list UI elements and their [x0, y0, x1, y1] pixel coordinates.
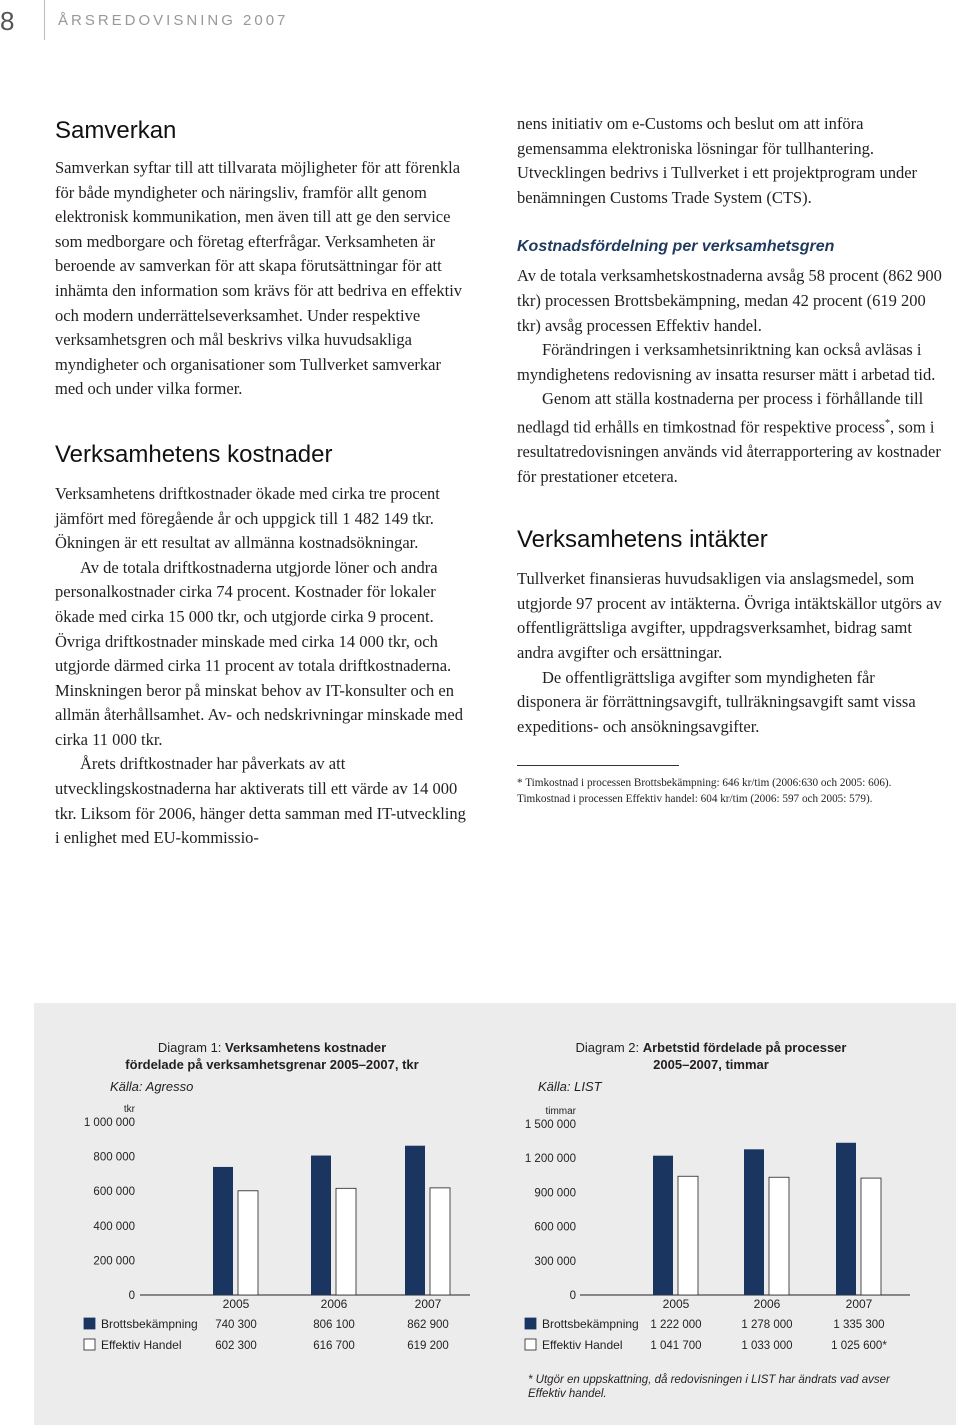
- legend-label: Brottsbekämpning: [101, 1317, 198, 1331]
- data-value-label: 1 025 600*: [831, 1340, 887, 1352]
- bar-brottsbekampning: [653, 1156, 673, 1295]
- data-value-label: 1 033 000: [741, 1340, 793, 1352]
- bar-effektiv-handel: [769, 1177, 789, 1295]
- legend-swatch: [84, 1318, 95, 1329]
- bar-effektiv-handel: [861, 1178, 881, 1295]
- x-tick-label: 2006: [320, 1297, 348, 1311]
- chart-title-main: Verksamhetens kostnader: [225, 1040, 387, 1055]
- y-tick-label: 200 000: [93, 1255, 135, 1268]
- legend-swatch: [84, 1339, 95, 1350]
- y-tick-label: 900 000: [534, 1187, 576, 1200]
- x-tick-label: 2007: [414, 1297, 442, 1311]
- legend-label: Effektiv Handel: [101, 1338, 182, 1352]
- paragraph-fordelning-3b: , som i resultatredovisningen används vid återrapportering av kostnader för prestationer etcetera.: [517, 417, 941, 486]
- heading-kostnader: Verksamhetens kostnader: [55, 440, 333, 468]
- y-tick-label: 1 500 000: [524, 1119, 576, 1131]
- y-tick-label: 300 000: [534, 1255, 576, 1268]
- footnote: * Timkostnad i processen Brottsbekämpning: 646 kr/tim (2006:630 och 2005: 606). Timkostnad i processen Effektiv handel: 604 kr/tim (2006: 597 och 2005: 579).: [517, 777, 892, 805]
- y-tick-label: 600 000: [534, 1221, 576, 1234]
- legend-label: Brottsbekämpning: [542, 1317, 639, 1331]
- data-value-label: 616 700: [313, 1340, 355, 1352]
- bar-effektiv-handel: [238, 1191, 258, 1295]
- chart-subtitle: fördelade på verksamhetsgrenar 2005–2007, tkr: [125, 1057, 419, 1072]
- bar-brottsbekampning: [744, 1149, 764, 1295]
- legend-swatch: [525, 1318, 536, 1329]
- y-axis-unit: timmar: [545, 1106, 576, 1117]
- paragraph-samverkan: Samverkan syftar till att tillvarata möjligheter för att förenkla för både myndigheter och näringsliv, framför allt genom elektronisk kommunikation, men även till att ge den service som medborgare och företag efterfrågar. Verksamheten är beroende av samverkan för att skapa förutsättningar för att inhämta den information som krävs för att bedriva en effektiv och modern underrättelseverksamhet. Under respektive verksamhetsgren och mål beskrivs vilka huvudsakliga myndigheter och organisationer som Tullverket samverkar med och under vilka former.: [55, 158, 463, 399]
- paragraph-fordelning-1: Av de totala verksamhetskostnaderna avsåg 58 procent (862 900 tkr) processen Brottsbekämpning, medan 42 procent (619 200 tkr) avsåg processen Effektiv handel.: [517, 266, 942, 335]
- footnote-marker: *: [884, 417, 890, 429]
- heading-intakter: Verksamhetens intäkter: [517, 526, 768, 554]
- paragraph-fordelning-3a: Genom att ställa kostnaderna per process i förhållande till nedlagd tid erhålls en timkostnad för respektive process: [517, 389, 924, 437]
- heading-kostnadsfordelning: Kostnadsfördelning per verksamhetsgren: [517, 238, 835, 256]
- y-tick-label: 400 000: [93, 1220, 135, 1233]
- page-number: 8: [0, 6, 15, 36]
- paragraph-kostnader-2: Av de totala driftkostnaderna utgjorde löner och andra personalkostnader cirka 74 procent. Kostnader för lokaler ökade med cirka 15 000 tkr, och utgjorde cirka 9 procent. Övriga driftkostnader minskade med cirka 14 000 tkr, och utgjorde därmed cirka 11 procent av totala driftkostnaderna. Minskningen beror på minskat behov av IT-konsulter och en allmän återhållsamhet. Av- och nedskrivningar minskade med cirka 11 000 tkr.: [55, 557, 463, 749]
- chart-subtitle: 2005–2007, timmar: [653, 1057, 769, 1072]
- running-title: ÅRSREDOVISNING 2007: [58, 12, 289, 29]
- chart-title-main: Arbetstid fördelade på processer: [642, 1040, 847, 1055]
- data-value-label: 602 300: [215, 1340, 257, 1352]
- legend-label: Effektiv Handel: [542, 1338, 623, 1352]
- data-value-label: 862 900: [407, 1319, 449, 1331]
- chart-title-prefix: Diagram 2:: [575, 1040, 643, 1055]
- data-value-label: 619 200: [407, 1340, 449, 1352]
- chart-source: Källa: LIST: [538, 1079, 602, 1094]
- y-axis-unit: tkr: [123, 1104, 135, 1115]
- x-tick-label: 2005: [662, 1297, 690, 1311]
- y-tick-label: 1 000 000: [83, 1117, 135, 1129]
- bar-effektiv-handel: [430, 1188, 450, 1295]
- x-tick-label: 2006: [753, 1297, 781, 1311]
- data-value-label: 1 278 000: [741, 1319, 793, 1331]
- y-tick-label: 0: [569, 1290, 576, 1302]
- heading-samverkan: Samverkan: [55, 117, 177, 144]
- y-tick-label: 1 200 000: [524, 1153, 576, 1166]
- chart-source: Källa: Agresso: [110, 1079, 194, 1094]
- chart-title: [158, 1040, 386, 1055]
- bar-effektiv-handel: [678, 1176, 698, 1295]
- y-tick-label: 0: [128, 1290, 135, 1302]
- paragraph-kostnader-1: Verksamhetens driftkostnader ökade med cirka tre procent jämfört med föregående år och uppgick till 1 482 149 tkr. Ökningen är ett resultat av allmänna kostnadsökningar.: [55, 483, 440, 553]
- paragraph-intakter-1: Tullverket finansieras huvudsakligen via anslagsmedel, som utgjorde 97 procent av intäkterna. Övriga intäktskällor utgörs av offentligrättsliga avgifter, uppdragsverksamhet, bidrag samt andra avgifter och ersättningar.: [517, 569, 942, 662]
- bar-brottsbekampning: [405, 1146, 425, 1295]
- bar-brottsbekampning: [213, 1167, 233, 1295]
- chart-title-prefix: Diagram 1:: [157, 1040, 226, 1055]
- data-value-label: 806 100: [313, 1319, 355, 1331]
- paragraph-fordelning-2: Förändringen i verksamhetsinriktning kan också avläsas i myndighetens redovisning av insatta resurser mätt i arbetad tid.: [517, 340, 936, 384]
- data-value-label: 740 300: [215, 1319, 257, 1331]
- y-tick-label: 800 000: [93, 1151, 135, 1164]
- chart-title: [576, 1040, 847, 1055]
- diagram-2: [525, 1040, 910, 1352]
- bar-brottsbekampning: [836, 1143, 856, 1295]
- bar-effektiv-handel: [336, 1188, 356, 1295]
- y-tick-label: 600 000: [93, 1186, 135, 1199]
- data-value-label: 1 222 000: [650, 1319, 702, 1331]
- diagram-2-note: * Utgör en uppskattning, då redovisningen i LIST har ändrats vad avser Effektiv handel.: [528, 1374, 890, 1400]
- x-tick-label: 2005: [222, 1297, 250, 1311]
- legend-swatch: [525, 1339, 536, 1350]
- x-tick-label: 2007: [845, 1297, 873, 1311]
- data-value-label: 1 041 700: [650, 1340, 702, 1352]
- diagram-1: [84, 1040, 470, 1352]
- data-value-label: 1 335 300: [833, 1319, 885, 1331]
- paragraph-intakter-2: De offentligrättsliga avgifter som myndigheten får disponera är förrättningsavgift, tullräkningsavgift samt vissa expeditions- och ansökningsavgifter.: [517, 667, 916, 736]
- paragraph-kostnader-3: Årets driftkostnader har påverkats av att utvecklingskostnaderna har aktiverats till ett värde av 14 000 tkr. Liksom för 2006, hänger detta samman med IT-utveckling i enlighet med EU-kommissio-: [55, 754, 466, 848]
- paragraph-continued: nens initiativ om e-Customs och beslut om att införa gemensamma elektroniska lösningar för tullhantering. Utvecklingen bedrivs i Tullverket i ett projektprogram under benämningen Customs Trade System (CTS).: [517, 114, 918, 207]
- bar-brottsbekampning: [311, 1156, 331, 1295]
